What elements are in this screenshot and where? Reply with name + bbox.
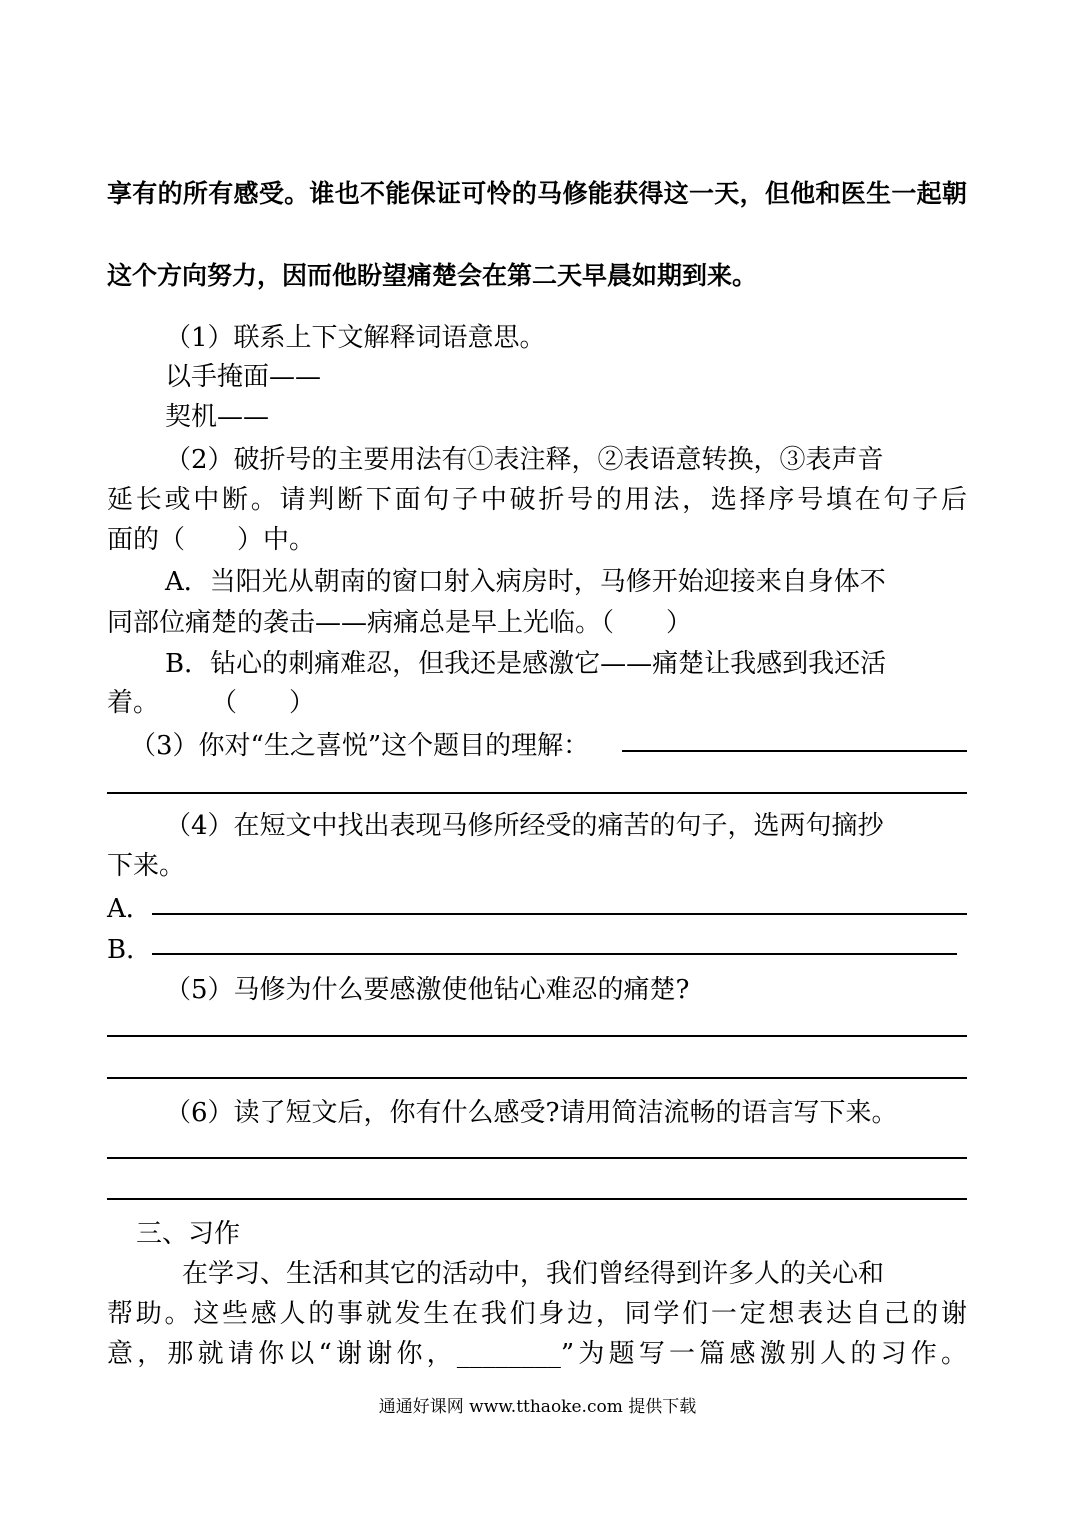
question-2-option-b-line-1: B．钻心的刺痛难忍，但我还是感激它——痛楚让我感到我还活 [165, 649, 887, 679]
footer-download-note: 通通好课网 www.tthaoke.com 提供下载 [378, 1397, 697, 1417]
composition-line-1: 在学习、生活和其它的活动中，我们曾经得到许多人的关心和 [182, 1259, 885, 1289]
question-4-line-1: （4）在短文中找出表现马修所经受的痛苦的句子，选两句摘抄 [165, 811, 884, 841]
question-2-line-1: （2）破折号的主要用法有①表注释，②表语意转换，③表声音 [165, 445, 884, 475]
question-4-label-b: B． [107, 935, 153, 965]
question-4-answer-line-b [152, 953, 957, 955]
question-3-answer-line-1 [622, 750, 967, 752]
passage-line-2: 这个方向努力，因而他盼望痛楚会在第二天早晨如期到来。 [107, 261, 758, 290]
question-5-prompt: （5）马修为什么要感激使他钻心难忍的痛楚? [165, 975, 690, 1005]
question-4-line-2: 下来。 [107, 851, 186, 881]
question-5-answer-line-1 [107, 1035, 967, 1037]
question-2-option-a-line-2: 同部位痛楚的袭击——病痛总是早上光临。（ ） [107, 608, 693, 638]
question-6-prompt: （6）读了短文后，你有什么感受?请用简洁流畅的语言写下来。 [165, 1098, 898, 1128]
question-4-answer-line-a [152, 913, 967, 915]
question-1-prompt: （1）联系上下文解释词语意思。 [165, 323, 546, 353]
composition-heading: 三、习作 [136, 1219, 241, 1249]
question-3-prompt: （3）你对“生之喜悦”这个题目的理解： [130, 731, 590, 761]
question-2-line-2: 延长或中断。请判断下面句子中破折号的用法，选择序号填在句子后 [107, 485, 967, 515]
question-5-answer-line-2 [107, 1077, 967, 1079]
question-1-word-2: 契机—— [165, 402, 270, 432]
question-2-line-3: 面的（ ）中。 [107, 525, 316, 555]
composition-line-3: 意，那就请你以“谢谢你，________”为题写一篇感激别人的习作。 [107, 1339, 967, 1369]
question-4-label-a: A． [107, 894, 152, 924]
question-6-answer-line-1 [107, 1157, 967, 1159]
passage-line-1: 享有的所有感受。谁也不能保证可怜的马修能获得这一天，但他和医生一起朝 [107, 179, 967, 208]
question-6-answer-line-2 [107, 1198, 967, 1200]
question-2-option-b-line-2: 着。 （ ） [107, 688, 316, 718]
question-2-option-a-line-1: A．当阳光从朝南的窗口射入病房时，马修开始迎接来自身体不 [165, 567, 886, 597]
question-1-word-1: 以手掩面—— [165, 362, 322, 392]
question-3-answer-line-2 [107, 792, 967, 794]
composition-line-2: 帮助。这些感人的事就发生在我们身边，同学们一定想表达自己的谢 [107, 1299, 967, 1329]
